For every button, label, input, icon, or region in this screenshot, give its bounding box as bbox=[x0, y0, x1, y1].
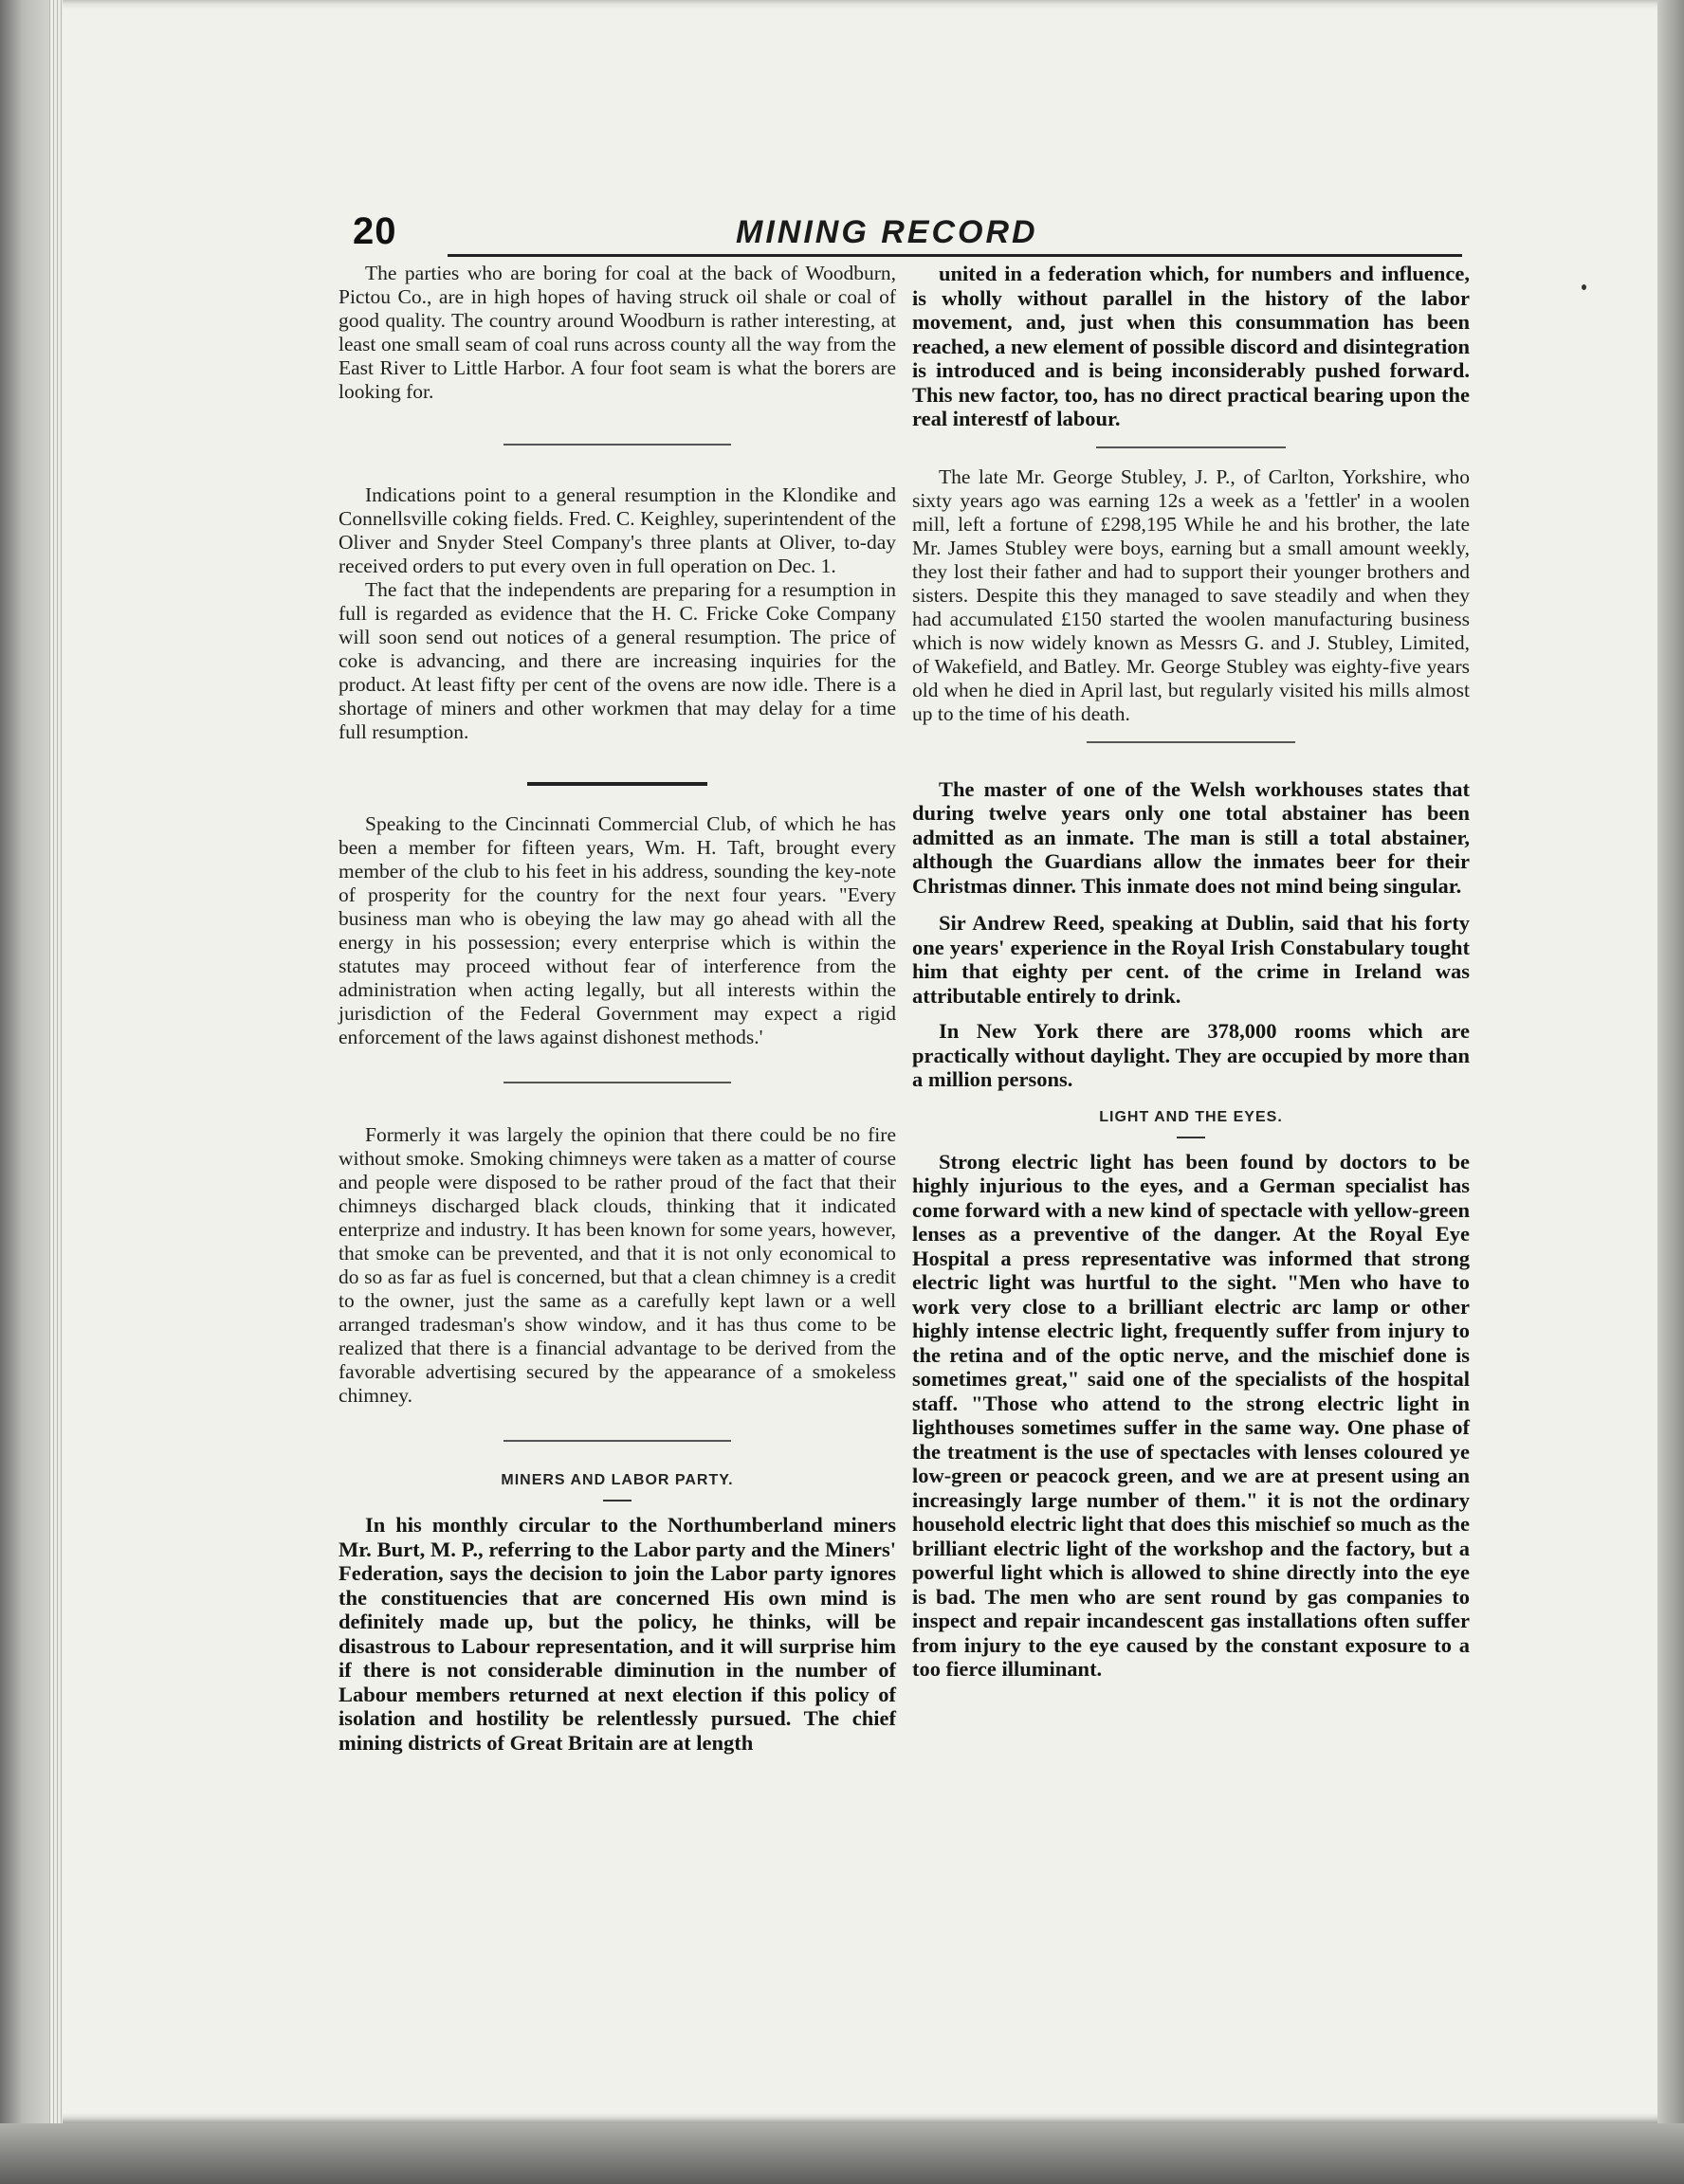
article-fricke-coke: The fact that the independents are preparing for a resumption in full is regarded as evidence that the H. C. Fricke Coke Company will soon send out notices of a general resumption. The price of coke is advancing, and there are increasing inquiries for the product. At least fifty per cent of the ovens are now idle. There is a shortage of miners and other workmen that may delay for a time full resumption. bbox=[339, 578, 896, 743]
article-taft-address: Speaking to the Cincinnati Commercial Club, of which he has been a member for fifteen years, Wm. H. Taft, brought every member of the club to his feet in his address, sounding the key-note of prosperity for the country for the next four years. "Every business man who is obeying the law may go ahead with all the energy in his possession; every enterprise which is within the statutes may proceed without fear of interference from the administration when acting legally, but all interests within the jurisdiction of the Federal Government may expect a rigid enforcement of the laws against dishonest methods.' bbox=[339, 812, 896, 1048]
header-rule bbox=[448, 254, 1462, 257]
article-federation-continued: united in a federation which, for numbers and influence, is wholly without parallel in the history of the labor movement, and, just when this consummation has been reached, a new element of possible discord and disintegration is introduced and is being inconsiderably pushed forward. This new factor, too, has no direct practical bearing upon the real interestf of labour. bbox=[912, 262, 1470, 430]
article-coking-resumption: Indications point to a general resumption in the Klondike and Connellsville coking fields. Fred. C. Keighley, superintendent of the Oliver and Snyder Steel Company's three plants at Oliver, to-day received orders to put every oven in full operation on Dec. 1. bbox=[339, 483, 896, 577]
page-number: 20 bbox=[353, 210, 397, 252]
section-divider-heavy bbox=[527, 782, 707, 786]
left-column bbox=[339, 262, 896, 1755]
article-george-stubley: The late Mr. George Stubley, J. P., of Carlton, Yorkshire, who sixty years ago was earning 12s a week as a 'fettler' in a woolen mill, left a fortune of £298,195 While he and his brother, the late Mr. James Stubley were boys, earning but a small amount weekly, they lost their father and had to support their younger brothers and sisters. Despite this they managed to save steadily and when they had accumulated £150 started the woolen manufacturing business which is now widely known as Messrs G. and J. Stubley, Limited, of Wakefield, and Batley. Mr. George Stubley was eighty-five years old when he died in April last, but regularly visited his mills almost up to the time of his death. bbox=[912, 464, 1470, 725]
section-divider bbox=[503, 1440, 731, 1442]
heading-dash bbox=[1177, 1137, 1205, 1138]
section-divider bbox=[1096, 446, 1286, 448]
article-smokeless-chimney: Formerly it was largely the opinion that there could be no fire without smoke. Smoking chimneys were taken as a matter of course and people were disposed to be rather proud of the fact that their chimneys discharged black clouds, thinking that it indicated enterprize and industry. It has been known for some years, however, that smoke can be prevented, and that it is not only economical to do so as far as fuel is concerned, but that a clean chimney is a credit to the owner, just the same as a carefully kept lawn or a well arranged tradesman's show window, and it has thus come to be realized that there is a financial advantage to be derived from the favorable advertising secured by the appearance of a smokeless chimney. bbox=[339, 1123, 896, 1407]
section-divider bbox=[503, 1082, 731, 1083]
page-header bbox=[353, 210, 1462, 258]
article-woodburn-coal: The parties who are boring for coal at the back of Woodburn, Pictou Co., are in high hopes of having struck oil shale or coal of good quality. The country around Woodburn is rather interesting, at least one small seam of coal runs across county all the way from the East River to Little Harbor. A four foot seam is what the borers are looking for. bbox=[339, 262, 896, 403]
ink-speck bbox=[1582, 284, 1586, 290]
page-stack-edge bbox=[49, 0, 63, 2123]
article-miners-labor-party: In his monthly circular to the Northumberland miners Mr. Burt, M. P., referring to the Labor party and the Miners' Federation, says the decision to join the Labor party ignores the constituencies that are concerned His own mind is definitely made up, but the policy, he thinks, will be disastrous to Labour representation, and it will surprise him if there is not considerable diminution in the number of Labour members returned at next election if this policy of isolation and hostility be relentlessly pursued. The chief mining districts of Great Britain are at length bbox=[339, 1513, 896, 1755]
section-divider bbox=[503, 444, 731, 446]
section-divider bbox=[1087, 741, 1295, 743]
heading-miners-labor-party: MINERS AND LABOR PARTY. bbox=[501, 1472, 734, 1488]
article-light-and-eyes: Strong electric light has been found by doctors to be highly injurious to the eyes, and a German specialist has come forward with a new kind of spectacle with yellow-green lenses as a preventive of the danger. At the Royal Eye Hospital a press representative was informed that strong electric light was hurtful to the sight. "Men who have to work very close to a brilliant electric arc lamp or other highly intense electric light, frequently suffer from injury to the retina and of the optic nerve, and the mischief done is sometimes great," said one of the specialists of the hospital staff. "Those who attend to the strong electric light in lighthouses sometimes suffer in the same way. One phase of the treatment is the use of spectacles with lenses coloured ye low-green or peacock green, and we are at present using an increasingly large number of them." it is not the ordinary household electric light that does this mischief so much as the brilliant electric light of the workshop and the factory, but a powerful light which is allowed to shine directly into the eye is bad. The men who are sent round by gas companies to inspect and repair incandescent gas installations often suffer from injury to the eye caused by the constant exposure to a too fierce illuminant. bbox=[912, 1149, 1470, 1681]
scan-left-shadow bbox=[0, 0, 57, 2184]
article-andrew-reed: Sir Andrew Reed, speaking at Dublin, said that his forty one years' experience in the Royal Irish Constabulary tought him that eighty per cent. of the crime in Ireland was attributable entirely to drink. bbox=[912, 911, 1470, 1008]
heading-dash bbox=[603, 1500, 632, 1502]
scan-right-edge bbox=[1657, 0, 1684, 2123]
article-new-york-rooms: In New York there are 378,000 rooms which are practically without daylight. They are occupied by more than a million persons. bbox=[912, 1019, 1470, 1091]
heading-light-and-eyes: LIGHT AND THE EYES. bbox=[1099, 1108, 1283, 1125]
right-column bbox=[912, 262, 1470, 1682]
article-welsh-workhouse: The master of one of the Welsh workhouses states that during twelve years only one total abstainer has been admitted as an inmate. The man is still a total abstainer, although the Guardians allow the inmates beer for their Christmas dinner. This inmate does not mind being singular. bbox=[912, 776, 1470, 898]
masthead-title: MINING RECORD bbox=[736, 214, 1038, 250]
scan-bottom-edge bbox=[0, 2123, 1684, 2184]
